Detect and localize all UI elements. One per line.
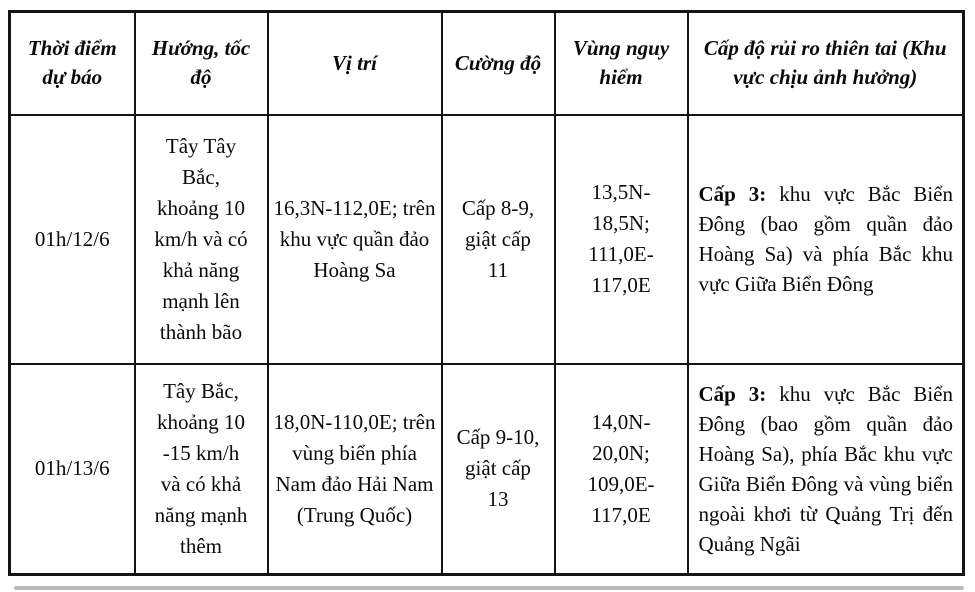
cell-risk-level (688, 115, 964, 364)
storm-forecast-table (8, 10, 965, 576)
cell-forecast-time: 01h/13/6 (10, 364, 135, 575)
cell-intensity: Cấp 8-9, giật cấp 11 (442, 115, 555, 364)
cell-forecast-time: 01h/12/6 (10, 115, 135, 364)
cell-danger-zone: 14,0N-20,0N; 109,0E-117,0E (555, 364, 688, 575)
table-row (10, 115, 964, 364)
header-forecast-time: Thời điểm dự báo (10, 12, 135, 115)
header-position: Vị trí (268, 12, 442, 115)
cell-risk-level (688, 364, 964, 575)
cell-position: 18,0N-110,0E; trên vùng biển phía Nam đảo Hải Nam (Trung Quốc) (268, 364, 442, 575)
header-intensity: Cường độ (442, 12, 555, 115)
table-row (10, 364, 964, 575)
cell-danger-zone: 13,5N-18,5N; 111,0E-117,0E (555, 115, 688, 364)
table-header-row (10, 12, 964, 115)
risk-level-badge: Cấp 3: (698, 381, 767, 406)
header-danger-zone: Vùng nguy hiểm (555, 12, 688, 115)
risk-area-text: khu vực Bắc Biển Đông (bao gồm quần đảo Hoàng Sa) và phía Bắc khu vực Giữa Biển Đông (698, 182, 954, 296)
cell-direction-speed: Tây Bắc, khoảng 10 -15 km/h và có khả năng mạnh thêm (135, 364, 268, 575)
cell-direction-speed: Tây Tây Bắc, khoảng 10 km/h và có khả năng mạnh lên thành bão (135, 115, 268, 364)
cell-intensity: Cấp 9-10, giật cấp 13 (442, 364, 555, 575)
risk-level-badge: Cấp 3: (698, 182, 767, 206)
risk-area-text: khu vực Bắc Biển Đông (bao gồm quần đảo Hoàng Sa), phía Bắc khu vực Giữa Biển Đông và vùng biển ngoài khơi từ Quảng Trị đến Quảng Ngãi (698, 381, 954, 556)
header-direction-speed: Hướng, tốc độ (135, 12, 268, 115)
header-risk-level: Cấp độ rủi ro thiên tai (Khu vực chịu ảnh hưởng) (688, 12, 964, 115)
cell-position: 16,3N-112,0E; trên khu vực quần đảo Hoàng Sa (268, 115, 442, 364)
bottom-divider (14, 586, 964, 590)
